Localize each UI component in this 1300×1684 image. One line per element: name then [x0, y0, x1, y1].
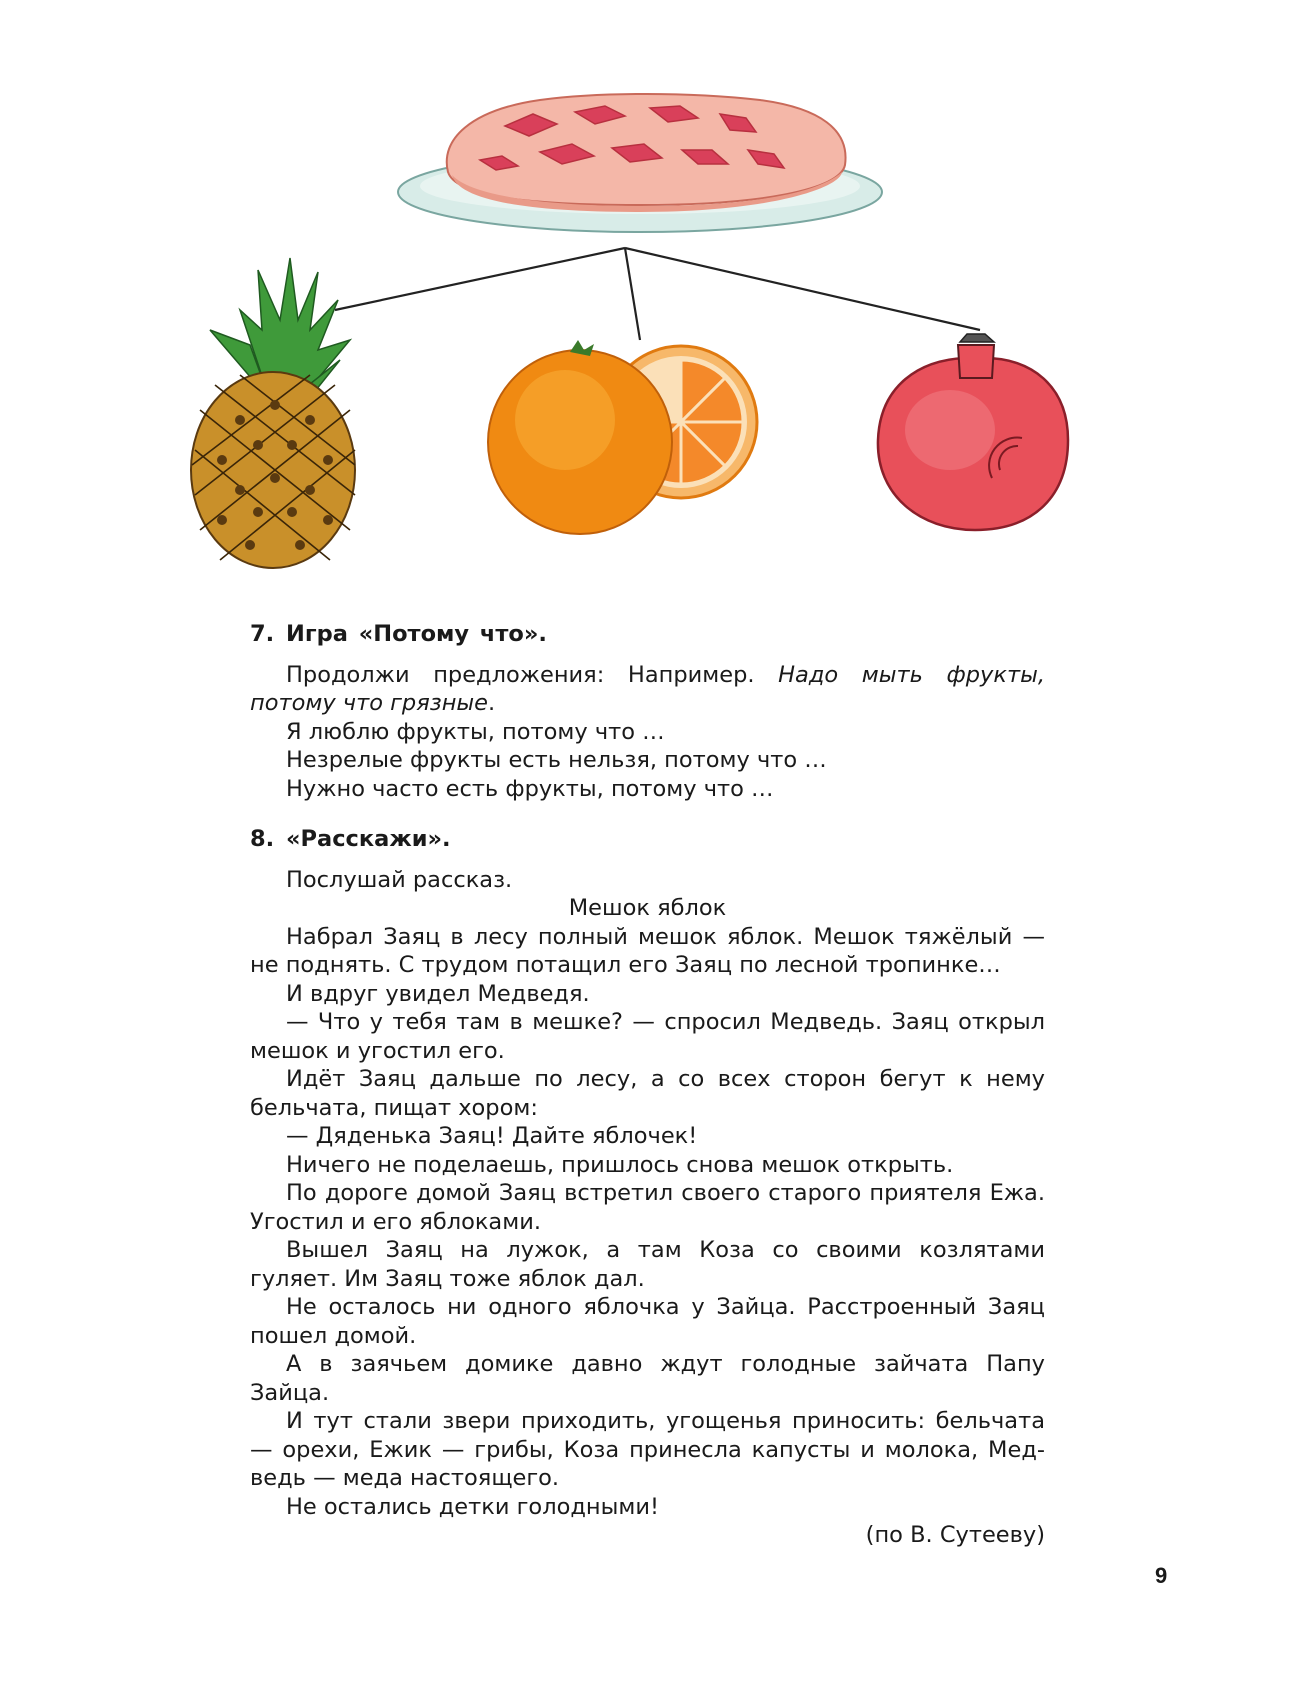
story-paragraph: И вдруг увидел Медведя.: [286, 980, 590, 1007]
story-paragraph: Вышел Заяц на лужок, а там Коза со своими козлятами гуляет. Им Заяц тоже яблок дал.: [250, 1237, 1045, 1292]
task-7-intro-plain: Продолжи предложения: Например.: [286, 661, 779, 688]
pomegranate-illustration: [878, 334, 1068, 530]
fruit-pie-illustration: [0, 0, 1300, 600]
task-7-intro: [250, 661, 1045, 718]
task-7-title-text: Игра «Потому что».: [286, 621, 547, 647]
story-paragraph: Ничего не поделаешь, пришлось снова мешок открыть.: [286, 1151, 954, 1178]
task-7-intro-example: Надо мыть фрукты, потому что грязные: [250, 661, 1045, 716]
orange-illustration: [488, 340, 757, 534]
task-7-title: [250, 620, 1045, 649]
task-7-line-2: Незрелые фрукты есть нельзя, потому что …: [286, 747, 827, 773]
story-paragraph: — Дяденька Заяц! Дайте яблочек!: [286, 1123, 698, 1149]
task-8-title: [250, 825, 1045, 854]
story-paragraph: Идёт Заяц дальше по лесу, а со всех сторон бегут к нему бельчата, пищат хором:: [250, 1066, 1045, 1121]
page-content: [250, 620, 1045, 1550]
task-8-title-text: «Расскажи».: [286, 826, 451, 852]
pineapple-illustration: [191, 258, 355, 568]
connector-lines: [335, 248, 980, 340]
story-title: Мешок яблок: [568, 895, 727, 921]
story-paragraph: Не остались детки голодными!: [286, 1493, 659, 1520]
task-7-line-1: Я люблю фрукты, потому что …: [286, 718, 665, 745]
task-8-intro: Послушай рассказ.: [286, 866, 513, 893]
story-paragraph: И тут стали звери приходить, угощенья приносить: бельчата — орехи, Ежик — грибы, Коза принесла капусты и молока, Медведь — меда настоящего.: [250, 1408, 1045, 1491]
story-paragraph: По дороге домой Заяц встретил своего старого приятеля Ежа. Угостил и его яблоками.: [250, 1180, 1045, 1235]
story-paragraph: Набрал Заяц в лесу полный мешок яблок. Мешок тяжёлый — не поднять. С трудом потащил его Заяц по лесной тропинке…: [250, 923, 1045, 978]
story-paragraph: — Что у тебя там в мешке? — спросил Медведь. Заяц открыл мешок и угостил его.: [250, 1009, 1045, 1064]
story-attribution: (по В. Сутееву): [865, 1522, 1045, 1548]
task-7-number: 7.: [250, 621, 275, 647]
task-7-intro-end: .: [488, 690, 496, 716]
task-7-line-3: Нужно часто есть фрукты, потому что …: [286, 775, 774, 802]
story-paragraph: А в заячьем домике давно ждут голодные зайчата Папу Зайца.: [250, 1351, 1045, 1406]
page-number: 9: [1155, 1563, 1168, 1588]
task-8-number: 8.: [250, 826, 275, 852]
pie-illustration: [398, 94, 882, 232]
story-paragraph: Не осталось ни одного яблочка у Зайца. Расстроенный Заяц пошел домой.: [250, 1294, 1045, 1349]
